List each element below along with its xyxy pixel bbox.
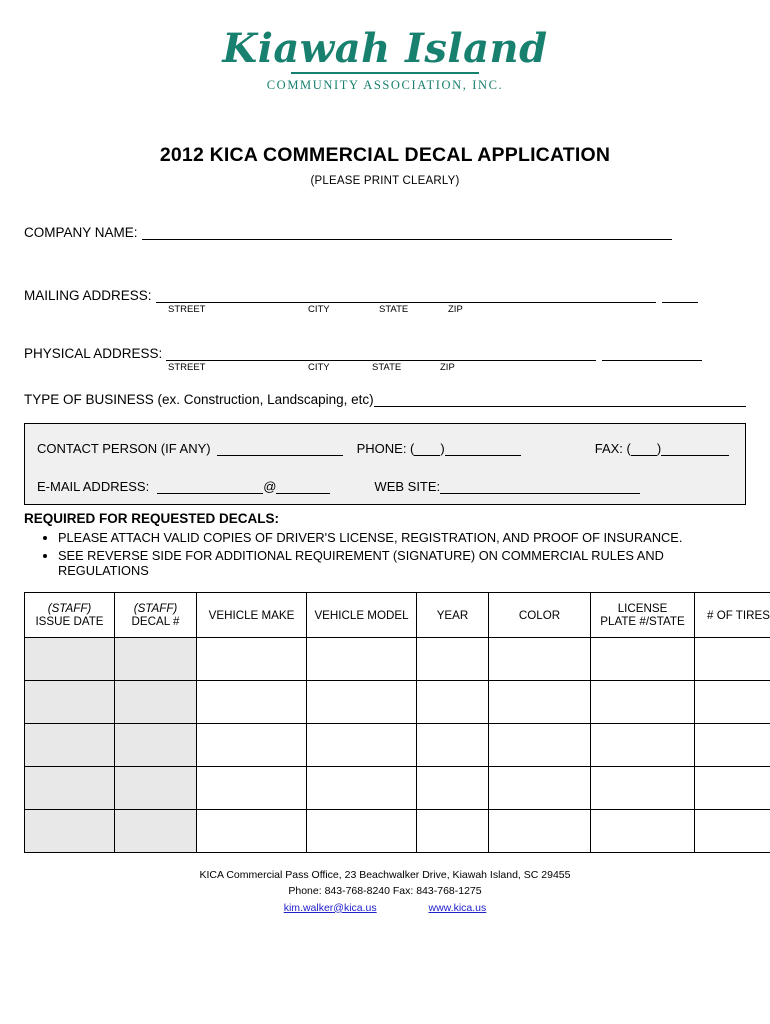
column-header-line2: VEHICLE MAKE <box>208 608 295 622</box>
cell-year[interactable] <box>417 638 489 681</box>
cell-decal-number[interactable] <box>115 810 197 853</box>
table-row <box>25 810 770 853</box>
column-header-line2: VEHICLE MODEL <box>314 608 409 622</box>
cell-color[interactable] <box>489 681 591 724</box>
footer-phone: Phone: 843-768-8240 Fax: 843-768-1275 <box>288 885 482 898</box>
website-link[interactable]: www.kica.us <box>428 901 487 914</box>
email-domain-input[interactable] <box>276 480 330 494</box>
cell-issue-date[interactable] <box>25 638 115 681</box>
email-link[interactable]: kim.walker@kica.us <box>283 901 377 914</box>
email-at-sign: @ <box>263 479 277 494</box>
column-header-line1: (STAFF) <box>133 602 178 615</box>
cell-tires[interactable] <box>695 638 770 681</box>
footer <box>24 867 746 916</box>
cell-tires[interactable] <box>695 724 770 767</box>
website-input[interactable] <box>440 480 640 494</box>
physical-address-row <box>24 346 746 361</box>
table-row <box>25 638 770 681</box>
cell-issue-date[interactable] <box>25 681 115 724</box>
email-user-input[interactable] <box>157 480 263 494</box>
contact-person-label: CONTACT PERSON (IF ANY) <box>37 441 211 456</box>
cell-year[interactable] <box>417 724 489 767</box>
mailing-address-label: MAILING ADDRESS: <box>24 288 152 303</box>
cell-license-plate[interactable] <box>591 767 695 810</box>
cell-issue-date[interactable] <box>25 767 115 810</box>
sublabel-state: STATE <box>379 304 409 315</box>
company-name-row <box>24 225 746 240</box>
cell-license-plate[interactable] <box>591 681 695 724</box>
column-header-vehicle-make <box>197 593 307 638</box>
required-heading-text: REQUIRED FOR REQUESTED DECALS <box>24 511 275 526</box>
table-row <box>25 724 770 767</box>
mailing-zip-input[interactable] <box>662 289 698 303</box>
column-header-issue-date <box>25 593 115 638</box>
cell-color[interactable] <box>489 724 591 767</box>
cell-decal-number[interactable] <box>115 638 197 681</box>
column-header-line2: YEAR <box>436 608 469 622</box>
table-row <box>25 767 770 810</box>
type-of-business-row <box>24 392 746 407</box>
column-header-line1: LICENSE <box>617 602 668 615</box>
type-of-business-label: TYPE OF BUSINESS (ex. Construction, Landscaping, etc) <box>24 392 374 407</box>
phone-label: PHONE: ( <box>356 441 415 456</box>
cell-vehicle-model[interactable] <box>307 681 417 724</box>
cell-year[interactable] <box>417 810 489 853</box>
required-heading-colon: : <box>274 511 280 526</box>
page-subtitle: (PLEASE PRINT CLEARLY) <box>310 175 460 187</box>
column-header-line1: (STAFF) <box>47 602 92 615</box>
sublabel-street-2: STREET <box>168 362 206 373</box>
cell-tires[interactable] <box>695 681 770 724</box>
sublabel-zip-2: ZIP <box>440 362 455 373</box>
contact-person-input[interactable] <box>217 442 343 456</box>
cell-decal-number[interactable] <box>115 724 197 767</box>
email-label: E-MAIL ADDRESS: <box>37 479 150 494</box>
sublabel-city: CITY <box>308 304 330 315</box>
column-header-line2: DECAL # <box>131 615 180 628</box>
mailing-address-input[interactable] <box>156 289 656 303</box>
fax-area-input[interactable] <box>631 442 657 456</box>
phone-area-input[interactable] <box>414 442 440 456</box>
fax-close-paren: ) <box>656 441 662 456</box>
physical-address-input[interactable] <box>166 347 596 361</box>
logo-script-text: Kiawah Island <box>222 25 548 72</box>
column-header-line2: # OF TIRES <box>707 608 770 622</box>
footer-links <box>24 900 746 916</box>
kica-logo <box>0 0 770 92</box>
cell-vehicle-model[interactable] <box>307 767 417 810</box>
cell-year[interactable] <box>417 767 489 810</box>
column-header-color <box>489 593 591 638</box>
contact-line-1 <box>37 434 735 456</box>
cell-license-plate[interactable] <box>591 724 695 767</box>
table-body <box>25 638 770 853</box>
cell-color[interactable] <box>489 767 591 810</box>
company-name-label: COMPANY NAME: <box>24 225 138 240</box>
table-row <box>25 681 770 724</box>
sublabel-zip: ZIP <box>448 304 463 315</box>
column-header-license-plate <box>591 593 695 638</box>
decal-table <box>24 592 770 853</box>
column-header-line2: COLOR <box>518 608 561 622</box>
page-title: 2012 KICA COMMERCIAL DECAL APPLICATION <box>159 144 611 166</box>
logo-divider <box>291 72 479 74</box>
column-header-year <box>417 593 489 638</box>
list-item: • SEE REVERSE SIDE FOR ADDITIONAL REQUIREMENT (SIGNATURE) ON COMMERCIAL RULES AND REGULATIONS <box>58 548 746 578</box>
company-name-input[interactable] <box>142 226 672 240</box>
contact-line-2 <box>37 472 735 494</box>
column-header-vehicle-model <box>307 593 417 638</box>
physical-address-label: PHYSICAL ADDRESS: <box>24 346 163 361</box>
cell-decal-number[interactable] <box>115 681 197 724</box>
table-header-row <box>25 593 770 638</box>
cell-vehicle-model[interactable] <box>307 724 417 767</box>
footer-address: KICA Commercial Pass Office, 23 Beachwalker Drive, Kiawah Island, SC 29455 <box>199 869 571 881</box>
type-of-business-input[interactable] <box>374 393 746 407</box>
cell-vehicle-make[interactable] <box>197 810 307 853</box>
sublabel-city-2: CITY <box>308 362 330 373</box>
phone-close-paren: ) <box>440 441 445 456</box>
cell-issue-date[interactable] <box>25 724 115 767</box>
cell-vehicle-make[interactable] <box>197 767 307 810</box>
fax-label: FAX: ( <box>594 441 631 456</box>
physical-zip-input[interactable] <box>602 347 702 361</box>
sublabel-state-2: STATE <box>372 362 402 373</box>
fax-number-input[interactable] <box>661 442 729 456</box>
physical-address-sublabels <box>24 362 746 376</box>
column-header-line2: ISSUE DATE <box>35 615 104 628</box>
website-label: WEB SITE: <box>374 479 441 494</box>
cell-issue-date[interactable] <box>25 810 115 853</box>
required-list <box>24 530 746 578</box>
cell-color[interactable] <box>489 638 591 681</box>
column-header-decal-number <box>115 593 197 638</box>
form-content <box>0 187 770 916</box>
column-header-line2: PLATE #/STATE <box>600 615 685 628</box>
cell-vehicle-model[interactable] <box>307 638 417 681</box>
cell-vehicle-model[interactable] <box>307 810 417 853</box>
cell-vehicle-make[interactable] <box>197 724 307 767</box>
phone-number-input[interactable] <box>445 442 521 456</box>
mailing-address-row <box>24 288 746 303</box>
cell-license-plate[interactable] <box>591 638 695 681</box>
mailing-address-sublabels <box>24 304 746 318</box>
cell-tires[interactable] <box>695 767 770 810</box>
cell-license-plate[interactable] <box>591 810 695 853</box>
cell-year[interactable] <box>417 681 489 724</box>
logo-subtitle: COMMUNITY ASSOCIATION, INC. <box>266 77 504 92</box>
required-heading <box>24 511 746 526</box>
cell-vehicle-make[interactable] <box>197 638 307 681</box>
contact-info-box <box>24 423 746 505</box>
column-header-tires <box>695 593 770 638</box>
cell-decal-number[interactable] <box>115 767 197 810</box>
cell-vehicle-make[interactable] <box>197 681 307 724</box>
cell-color[interactable] <box>489 810 591 853</box>
list-item: • PLEASE ATTACH VALID COPIES OF DRIVER'S LICENSE, REGISTRATION, AND PROOF OF INSURANCE. <box>58 530 746 545</box>
cell-tires[interactable] <box>695 810 770 853</box>
sublabel-street: STREET <box>168 304 206 315</box>
